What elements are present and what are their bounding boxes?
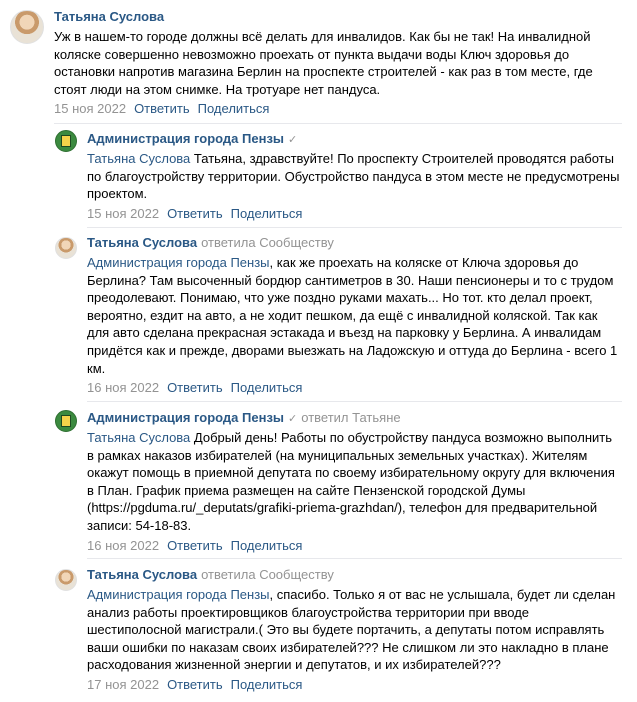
reply-link[interactable]: Ответить: [167, 380, 223, 396]
comment-text-body: , спасибо. Только я от вас не услышала, будет ли сделан анализ работы проектировщиков благоустройства территории при вводе шестиполосной магистрали.( Это вы будете портачить, а депутаты потом исправлять ваши ошибки по наказам своих избирателей??? Не слишком ли это накладно в плане расходования жизненной энергии и депутатов, и их избирателей???: [87, 587, 616, 673]
mention-link[interactable]: Администрация города Пензы: [87, 587, 270, 602]
comment-text-body: Добрый день! Работы по обустройству пандуса возможно выполнить в рамках наказов избирателей (на муниципальных земельных участках). Жителям окажут помощь в приемной депутата по своему избирательному округу для включения в План. График приема размещен на сайте Пензенской городской Думы (https://pgduma.ru/_deputats/grafiki-priema-grazhdan/), телефон для предварительной записи: 54-18-83.: [87, 430, 615, 533]
comment-text-body: , как же проехать на коляске от Ключа здоровья до Берлина? Там высоченный бордюр сантиметров в 30. Наши пенсионеры и то с трудом преодолевают. Понимаю, что уже поздно руками махать... Но тот. кто делал проект, вероятно, ездит на авто, а не ходит пешком, да ещё с инвалидной коляской. Так как для авто сделана прекрасная эстакада и въезд на парковку у Берлина. А инвалидам придётся как и прежде, дворами выезжать на Ладожскую и оттуда до Берлина - всего 1 км.: [87, 255, 618, 376]
avatar[interactable]: [10, 10, 44, 44]
comment-author[interactable]: Татьяна Суслова: [87, 235, 198, 250]
comment-text: [87, 429, 622, 535]
comment-date[interactable]: 15 ноя 2022: [54, 101, 127, 117]
comment-meta: [87, 206, 622, 222]
share-link[interactable]: Поделиться: [230, 676, 303, 692]
divider: [54, 123, 622, 124]
verified-check-icon: ✓: [288, 134, 298, 146]
share-link[interactable]: Поделиться: [230, 380, 303, 396]
coat-of-arms-icon: [61, 135, 71, 147]
reply-link[interactable]: Ответить: [167, 205, 223, 221]
comment-date[interactable]: 17 ноя 2022: [87, 676, 160, 692]
avatar[interactable]: [55, 410, 77, 432]
comment-author[interactable]: Администрация города Пензы: [87, 410, 285, 425]
comment-author[interactable]: Администрация города Пензы: [87, 131, 285, 146]
comment-meta: [87, 538, 622, 554]
avatar[interactable]: [55, 237, 77, 259]
comment-text: [87, 150, 622, 203]
comment-text-body: Татьяна, здравствуйте! По проспекту Строителей проводятся работы по благоустройству территории. Обустройство пандуса в этом месте не предусмотрены проектом.: [87, 151, 620, 202]
share-link[interactable]: Поделиться: [197, 101, 270, 117]
comment-meta: [87, 677, 622, 693]
mention-link[interactable]: Татьяна Суслова: [87, 151, 191, 166]
verified-check-icon: ✓: [288, 413, 298, 425]
avatar[interactable]: [55, 569, 77, 591]
reply-link[interactable]: Ответить: [167, 537, 223, 553]
comment-author[interactable]: Татьяна Суслова: [54, 9, 165, 24]
divider: [87, 227, 622, 228]
replied-to[interactable]: ответила Сообществу: [201, 567, 334, 582]
comment-author[interactable]: Татьяна Суслова: [87, 567, 198, 582]
divider: [87, 401, 622, 402]
share-link[interactable]: Поделиться: [230, 205, 303, 221]
comment-text: [87, 254, 622, 377]
comment-date[interactable]: 16 ноя 2022: [87, 380, 160, 396]
mention-link[interactable]: Администрация города Пензы: [87, 255, 270, 270]
coat-of-arms-icon: [61, 415, 71, 427]
mention-link[interactable]: Татьяна Суслова: [87, 430, 191, 445]
comment-text-body: Уж в нашем-то городе должны всё делать для инвалидов. Как бы не так! На инвалидной коляске совершенно невозможно проехать от пункта выдачи воды Ключ здоровья до остановки напротив магазина Берлин на проспекте строителей - как раз в том месте, где стоят люди на этом снимке. На тротуаре нет пандуса.: [54, 29, 593, 97]
comment-text: [87, 586, 622, 674]
divider: [87, 558, 622, 559]
avatar[interactable]: [55, 130, 77, 152]
comment-date[interactable]: 15 ноя 2022: [87, 205, 160, 221]
replied-to[interactable]: ответил Татьяне: [301, 410, 401, 425]
reply-link[interactable]: Ответить: [134, 101, 190, 117]
comment-date[interactable]: 16 ноя 2022: [87, 537, 160, 553]
reply-link[interactable]: Ответить: [167, 676, 223, 692]
comment-meta: [54, 101, 622, 117]
comment-meta: [87, 380, 622, 396]
comment-text: [54, 28, 622, 98]
share-link[interactable]: Поделиться: [230, 537, 303, 553]
replied-to[interactable]: ответила Сообществу: [201, 235, 334, 250]
